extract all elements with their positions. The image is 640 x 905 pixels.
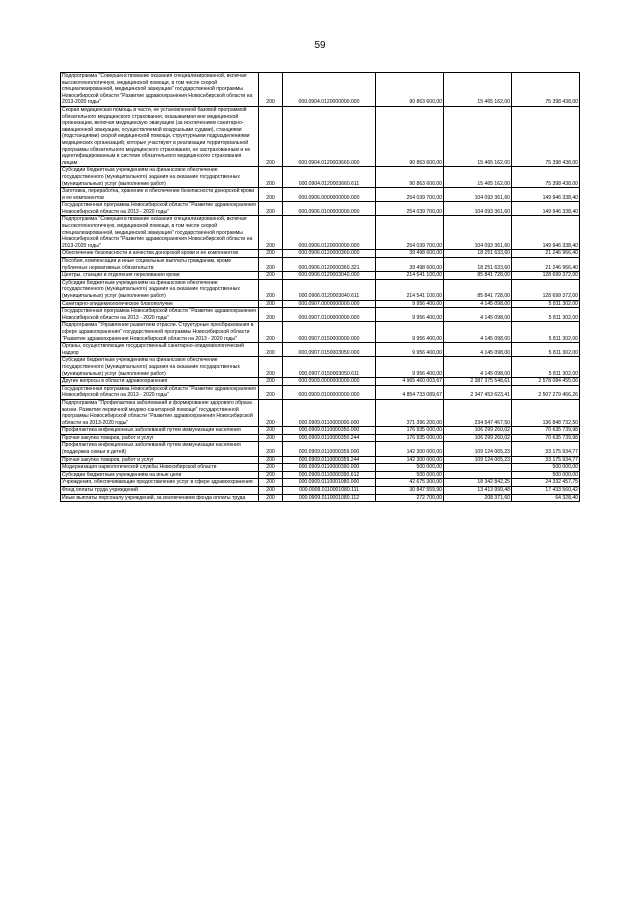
row-code: 000.0909.0110000350.000 xyxy=(283,427,376,435)
row-ved: 200 xyxy=(259,456,283,464)
row-name: Государственная программа Новосибирской области "Развитие здравоохранения Новосибирской области на 2013 - 2020 годы" xyxy=(61,385,259,399)
row-value-2: 15 465 162,00 xyxy=(444,106,512,166)
table-row xyxy=(61,73,580,107)
row-value-1: 214 541 100,00 xyxy=(376,272,444,280)
row-ved: 200 xyxy=(259,471,283,479)
row-value-2 xyxy=(444,464,512,472)
row-code: 000.0907.0150000000.000 xyxy=(283,322,376,343)
row-value-2: 85 841 728,00 xyxy=(444,279,512,300)
row-value-2: 18 251 633,60 xyxy=(444,250,512,258)
row-name: Органы, осуществляющие государственный санитарно-эпидемиологический надзор xyxy=(61,343,259,357)
row-value-2: 4 145 098,00 xyxy=(444,300,512,308)
row-code: 000.0909.0110001080.111 xyxy=(283,487,376,495)
row-value-2: 109 124 065,23 xyxy=(444,456,512,464)
row-ved: 200 xyxy=(259,308,283,322)
row-ved: 200 xyxy=(259,300,283,308)
row-value-2: 104 093 361,60 xyxy=(444,188,512,202)
row-ved: 200 xyxy=(259,378,283,386)
row-name: Субсидии бюджетным учреждениям на иные цели xyxy=(61,471,259,479)
row-value-3: 5 811 302,00 xyxy=(512,300,580,308)
row-value-2: 15 465 162,00 xyxy=(444,167,512,188)
row-ved: 200 xyxy=(259,357,283,378)
row-value-3: 2 578 084 455,06 xyxy=(512,378,580,386)
row-value-2: 4 145 098,00 xyxy=(444,343,512,357)
row-value-1: 90 863 600,00 xyxy=(376,73,444,107)
row-ved: 200 xyxy=(259,464,283,472)
row-value-3: 128 699 372,00 xyxy=(512,272,580,280)
row-code: 000.0907.0100000000.000 xyxy=(283,308,376,322)
row-code: 000.0909.0110000359.244 xyxy=(283,456,376,464)
row-name: Государственная программа Новосибирской области "Развитие здравоохранения Новосибирской области на 2013 - 2020 годы" xyxy=(61,308,259,322)
row-value-3: 136 848 732,50 xyxy=(512,399,580,426)
row-ved: 200 xyxy=(259,385,283,399)
row-value-2: 109 124 065,23 xyxy=(444,442,512,456)
row-value-1: 90 863 600,00 xyxy=(376,167,444,188)
table-row xyxy=(61,494,580,502)
row-code: 000.0909.0000000000.000 xyxy=(283,378,376,386)
row-code: 000.0906.0120000360.000 xyxy=(283,250,376,258)
table-row xyxy=(61,471,580,479)
row-value-2 xyxy=(444,471,512,479)
row-name: Подпрограмма "Управление развитием отрасли. Структурные преобразования в сфере здравоохранения" государственной программы Новосибирской области "Развитие здравоохранения Новосибирской области на 2013 - 2020 годы" xyxy=(61,322,259,343)
row-ved: 200 xyxy=(259,427,283,435)
table-row xyxy=(61,188,580,202)
table-row xyxy=(61,322,580,343)
table-row xyxy=(61,434,580,442)
table-row xyxy=(61,456,580,464)
row-ved: 200 xyxy=(259,106,283,166)
row-value-3: 33 175 934,77 xyxy=(512,442,580,456)
row-value-3: 33 175 934,77 xyxy=(512,456,580,464)
row-value-2: 85 841 728,00 xyxy=(444,272,512,280)
row-name: Скорая медицинская помощь в части, не установленной базовой программой обязательного медицинского страхования, оказываемая вне медицинской организации, включая медицинскую эвакуацию (за исключением санитарно-авиационной эвакуации, осуществляемой воздушными судами), станциями (подстанциями) скорой медицинской помощи, структурными подразделениями медицинских организаций, которые участвуют в реализации территориальной программы обязательного медицинского страхования, не застрахованным и не идентифицированным в системе обязательного медицинского страхования лицам xyxy=(61,106,259,166)
row-value-3: 149 946 338,40 xyxy=(512,216,580,250)
table-row xyxy=(61,167,580,188)
table-row xyxy=(61,378,580,386)
table-row xyxy=(61,250,580,258)
row-value-3: 21 246 966,40 xyxy=(512,258,580,272)
row-value-1: 9 956 400,00 xyxy=(376,357,444,378)
row-ved: 200 xyxy=(259,479,283,487)
row-value-3: 64 328,40 xyxy=(512,494,580,502)
row-name: Субсидии бюджетным учреждениям на финансовое обеспечение государственного (муниципального) задания на оказание государственных (муниципальных) услуг (выполнение работ) xyxy=(61,279,259,300)
row-value-1: 39 498 600,00 xyxy=(376,250,444,258)
row-value-1: 4 965 460 003,67 xyxy=(376,378,444,386)
row-value-1: 42 675 300,00 xyxy=(376,479,444,487)
table-row xyxy=(61,442,580,456)
row-value-2: 4 145 098,00 xyxy=(444,357,512,378)
row-value-3: 17 433 560,42 xyxy=(512,487,580,495)
row-ved: 200 xyxy=(259,188,283,202)
row-value-1: 142 300 000,00 xyxy=(376,456,444,464)
row-value-3: 5 811 302,00 xyxy=(512,322,580,343)
row-code: 000.0909.0100000000.000 xyxy=(283,385,376,399)
row-code: 000.0906.0000000000.000 xyxy=(283,188,376,202)
row-value-3: 500 000,00 xyxy=(512,464,580,472)
row-ved: 200 xyxy=(259,487,283,495)
row-value-2: 106 299 260,02 xyxy=(444,427,512,435)
table-row xyxy=(61,202,580,216)
row-code: 000.0909.0110000390.000 xyxy=(283,464,376,472)
table-row xyxy=(61,258,580,272)
row-name: Субсидии бюджетным учреждениям на финансовое обеспечение государственного (муниципального) задания на оказание государственных (муниципальных) услуг (выполнение работ) xyxy=(61,167,259,188)
row-name: Пособия, компенсации и иные социальные выплаты гражданам, кроме публичных нормативных обязательств xyxy=(61,258,259,272)
row-value-2: 208 371,60 xyxy=(444,494,512,502)
row-value-1: 4 854 733 089,67 xyxy=(376,385,444,399)
row-code: 000.0909.0110000350.244 xyxy=(283,434,376,442)
row-value-1: 142 300 000,00 xyxy=(376,442,444,456)
row-ved: 200 xyxy=(259,343,283,357)
row-value-2: 18 251 633,60 xyxy=(444,258,512,272)
row-value-1: 9 956 400,00 xyxy=(376,308,444,322)
row-ved: 200 xyxy=(259,279,283,300)
table-row xyxy=(61,279,580,300)
table-row xyxy=(61,399,580,426)
row-name: Обеспечение безопасности и качества донорской крови и ее компонентов xyxy=(61,250,259,258)
row-code: 000.0906.0120003040.000 xyxy=(283,272,376,280)
row-name: Государственная программа Новосибирской области "Развитие здравоохранения Новосибирской области на 2013 - 2020 годы" xyxy=(61,202,259,216)
row-value-1: 254 039 700,00 xyxy=(376,202,444,216)
row-code: 000.0909.0110000390.612 xyxy=(283,471,376,479)
row-ved: 200 xyxy=(259,494,283,502)
row-code: 000.0909.0110001080.112 xyxy=(283,494,376,502)
table-row xyxy=(61,106,580,166)
table-row xyxy=(61,487,580,495)
row-value-3: 128 699 372,00 xyxy=(512,279,580,300)
row-code: 000.0907.0150003050.000 xyxy=(283,343,376,357)
row-value-1: 39 498 600,00 xyxy=(376,258,444,272)
row-ved: 200 xyxy=(259,167,283,188)
row-code: 000.0909.0110000359.000 xyxy=(283,442,376,456)
row-ved: 200 xyxy=(259,434,283,442)
row-value-1: 9 956 400,00 xyxy=(376,300,444,308)
row-value-1: 90 863 600,00 xyxy=(376,106,444,166)
row-value-1: 9 956 400,00 xyxy=(376,343,444,357)
row-ved: 200 xyxy=(259,442,283,456)
row-value-2: 2 347 453 623,41 xyxy=(444,385,512,399)
row-name: Иные выплаты персоналу учреждений, за исключением фонда оплаты труда xyxy=(61,494,259,502)
row-code: 000.0904.0120000000.000 xyxy=(283,73,376,107)
row-value-1: 214 541 100,00 xyxy=(376,279,444,300)
row-code: 000.0907.0150003050.611 xyxy=(283,357,376,378)
row-ved: 200 xyxy=(259,202,283,216)
row-code: 000.0906.0120003040.611 xyxy=(283,279,376,300)
row-name: Подпрограмма "Совершенствование оказания специализированной, включая высокотехнологичную, медицинской помощи, в том числе скорой специализированной, медицинской эвакуации" государственной программы Новосибирской области "Развитие здравоохранения Новосибирской области на 2013-2020 годы" xyxy=(61,73,259,107)
table-row xyxy=(61,216,580,250)
row-ved: 200 xyxy=(259,216,283,250)
row-value-2: 234 547 467,50 xyxy=(444,399,512,426)
row-value-2: 2 387 375 548,61 xyxy=(444,378,512,386)
row-code: 000.0906.0100000000.000 xyxy=(283,202,376,216)
row-value-2: 106 299 260,02 xyxy=(444,434,512,442)
row-value-2: 4 145 098,00 xyxy=(444,322,512,343)
table-row xyxy=(61,343,580,357)
row-value-3: 21 246 966,40 xyxy=(512,250,580,258)
row-name: Подпрограмма "Совершенствование оказания специализированной, включая высокотехнологичную, медицинской помощи, в том числе скорой специализированной, медицинской эвакуации" государственной программы Новосибирской области "Развитие здравоохранения Новосибирской области на 2013-2020 годы" xyxy=(61,216,259,250)
row-code: 000.0904.0120003660.000 xyxy=(283,106,376,166)
row-name: Центры, станции и отделения переливания крови xyxy=(61,272,259,280)
row-name: Фонд оплаты труда учреждений xyxy=(61,487,259,495)
table-row xyxy=(61,300,580,308)
row-value-1: 9 956 400,00 xyxy=(376,322,444,343)
row-value-3: 75 398 438,00 xyxy=(512,73,580,107)
row-name: Прочая закупка товаров, работ и услуг xyxy=(61,434,259,442)
row-value-3: 24 332 457,75 xyxy=(512,479,580,487)
row-value-3: 75 398 438,00 xyxy=(512,167,580,188)
row-value-3: 70 635 739,98 xyxy=(512,427,580,435)
table-row xyxy=(61,464,580,472)
row-value-1: 500 000,00 xyxy=(376,471,444,479)
row-code: 000.0906.0120000000.000 xyxy=(283,216,376,250)
row-value-3: 149 946 338,40 xyxy=(512,202,580,216)
row-value-1: 371 396 200,00 xyxy=(376,399,444,426)
row-name: Заготовка, переработка, хранение и обеспечение безопасности донорской крови и ее компонентов xyxy=(61,188,259,202)
table-row xyxy=(61,308,580,322)
row-name: Профилактика инфекционных заболеваний путем иммунизации населения xyxy=(61,427,259,435)
row-value-2: 104 093 361,60 xyxy=(444,216,512,250)
table-row xyxy=(61,427,580,435)
row-value-1: 176 935 000,00 xyxy=(376,434,444,442)
row-code: 000.0906.0120000360.321 xyxy=(283,258,376,272)
row-value-3: 5 811 302,00 xyxy=(512,357,580,378)
row-ved: 200 xyxy=(259,399,283,426)
row-value-3: 149 946 338,40 xyxy=(512,188,580,202)
row-name: Санитарно-эпидемиологическое благополучие xyxy=(61,300,259,308)
row-value-1: 30 847 559,90 xyxy=(376,487,444,495)
row-ved: 200 xyxy=(259,272,283,280)
budget-table-body xyxy=(61,73,580,502)
row-value-3: 500 000,00 xyxy=(512,471,580,479)
row-value-1: 176 935 000,00 xyxy=(376,427,444,435)
row-value-1: 254 039 700,00 xyxy=(376,188,444,202)
row-code: 000.0907.0000000000.000 xyxy=(283,300,376,308)
row-value-3: 5 811 302,00 xyxy=(512,343,580,357)
row-ved: 200 xyxy=(259,73,283,107)
row-name: Профилактика инфекционных заболеваний путем иммунизации населения (поддержка семьи и детей) xyxy=(61,442,259,456)
row-value-2: 18 342 842,25 xyxy=(444,479,512,487)
row-name: Подпрограмма "Профилактика заболеваний и формирование здорового образа жизни. Развитие первичной медико-санитарной помощи" государственной программы Новосибирской области "Развитие здравоохранения Новосибирской области на 2013-2020 годы" xyxy=(61,399,259,426)
row-value-3: 2 507 279 466,26 xyxy=(512,385,580,399)
row-name: Субсидии бюджетным учреждениям на финансовое обеспечение государственного (муниципального) задания на оказание государственных (муниципальных) услуг (выполнение работ) xyxy=(61,357,259,378)
row-value-3: 70 635 739,98 xyxy=(512,434,580,442)
table-row xyxy=(61,385,580,399)
row-value-3: 75 398 438,00 xyxy=(512,106,580,166)
row-value-1: 500 000,00 xyxy=(376,464,444,472)
table-row xyxy=(61,479,580,487)
row-ved: 200 xyxy=(259,322,283,343)
table-row xyxy=(61,272,580,280)
row-value-1: 254 039 700,00 xyxy=(376,216,444,250)
row-code: 000.0904.0120003660.611 xyxy=(283,167,376,188)
row-value-2: 15 465 162,00 xyxy=(444,73,512,107)
row-name: Учреждения, обеспечивающие предоставление услуг в сфере здравоохранения xyxy=(61,479,259,487)
row-name: Модернизация наркологической службы Новосибирской области xyxy=(61,464,259,472)
row-code: 000.0909.0110001080.000 xyxy=(283,479,376,487)
row-value-3: 5 811 302,00 xyxy=(512,308,580,322)
table-row xyxy=(61,357,580,378)
row-value-1: 272 700,00 xyxy=(376,494,444,502)
page-number: 59 xyxy=(314,40,326,51)
row-name: Прочая закупка товаров, работ и услуг xyxy=(61,456,259,464)
budget-table xyxy=(60,72,580,502)
row-code: 000.0909.0110000000.000 xyxy=(283,399,376,426)
row-ved: 200 xyxy=(259,258,283,272)
row-value-2: 13 413 999,48 xyxy=(444,487,512,495)
row-ved: 200 xyxy=(259,250,283,258)
row-value-2: 104 093 361,60 xyxy=(444,202,512,216)
row-value-2: 4 145 098,00 xyxy=(444,308,512,322)
row-name: Другие вопросы в области здравоохранения xyxy=(61,378,259,386)
